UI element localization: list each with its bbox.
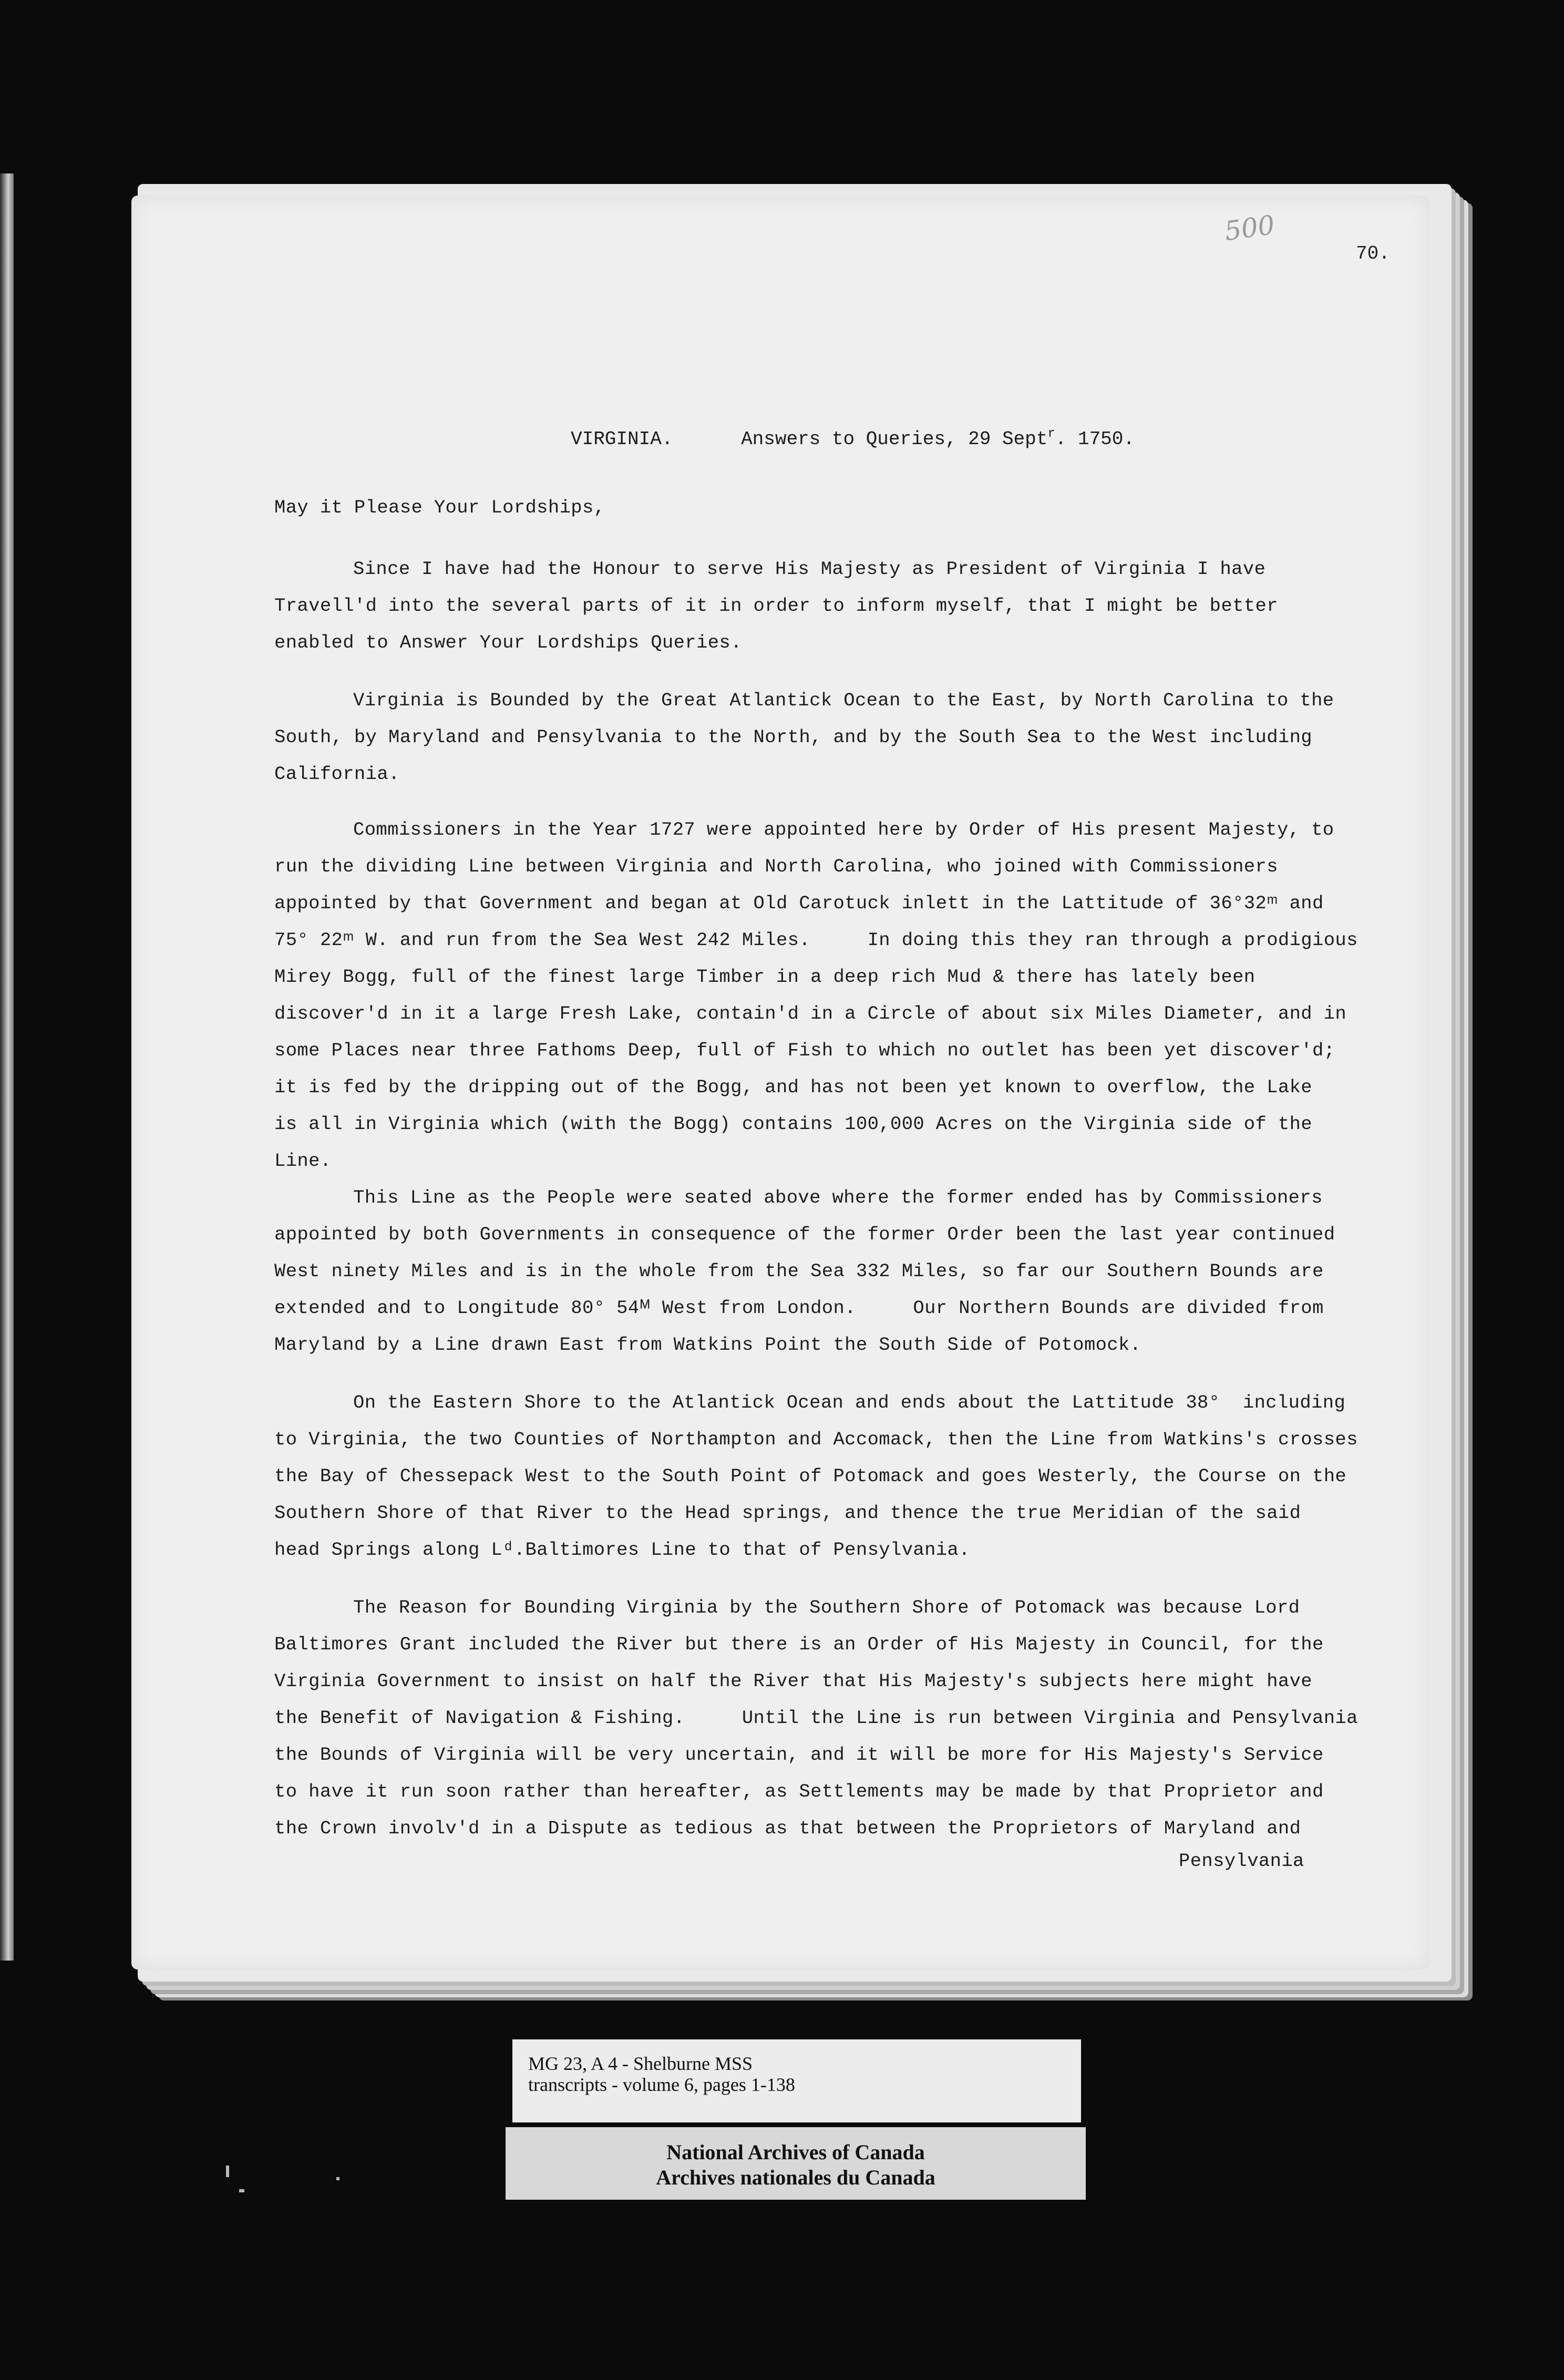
text-line: is all in Virginia which (with the Bogg) contains 100,000 Acres on the Virginia side of the [274, 1113, 1313, 1135]
text-line: appointed by that Government and began at Old Carotuck inlett in the Lattitude of 36°32ᵐ and [274, 892, 1324, 914]
text-line: California. [274, 763, 400, 785]
text-line: to Virginia, the two Counties of Northampton and Accomack, then the Line from Watkins's crosses [274, 1429, 1358, 1450]
text-line: Maryland by a Line drawn East from Watkins Point the South Side of Potomock. [274, 1334, 1141, 1356]
text-line: Southern Shore of that River to the Head springs, and thence the true Meridian of the said [274, 1502, 1301, 1524]
text-line: 75° 22ᵐ W. and run from the Sea West 242 Miles. In doing this they ran through a prodigious [274, 929, 1358, 951]
text-line: discover'd in it a large Fresh Lake, contain'd in a Circle of about six Miles Diameter, and in [274, 1003, 1347, 1024]
film-speck [336, 2177, 339, 2180]
text-line: the Benefit of Navigation & Fishing. Until the Line is run between Virginia and Pensylvania [274, 1707, 1358, 1729]
text-line: South, by Maryland and Pensylvania to the North, and by the South Sea to the West including [274, 726, 1313, 748]
label-line-1: MG 23, A 4 - Shelburne MSS [528, 2053, 753, 2074]
text-line: the Bay of Chessepack West to the South Point of Potomack and goes Westerly, the Course on the [274, 1465, 1347, 1487]
text-line: Line. [274, 1150, 332, 1172]
text-line: the Crown involv'd in a Dispute as tedious as that between the Proprietors of Maryland and [274, 1818, 1301, 1839]
text-line: This Line as the People were seated above where the former ended has by Commissioners [353, 1187, 1323, 1208]
microfilm-label [512, 2039, 1081, 2122]
text-line: West ninety Miles and is in the whole from the Sea 332 Miles, so far our Southern Bounds are [274, 1260, 1324, 1282]
label-line-2: transcripts - volume 6, pages 1-138 [528, 2074, 795, 2095]
text-line: to have it run soon rather than hereafter, as Settlements may be made by that Proprietor and [274, 1781, 1324, 1802]
folio-stamp: 500 [1222, 209, 1277, 247]
heading-title: VIRGINIA. [571, 428, 673, 450]
archive-line-1: National Archives of Canada [666, 2140, 925, 2164]
text-line: Travell'd into the several parts of it in order to inform myself, that I might be better [274, 595, 1278, 617]
archive-line-2: Archives nationales du Canada [656, 2166, 935, 2189]
text-line: Commissioners in the Year 1727 were appointed here by Order of His present Majesty, to [353, 819, 1334, 840]
text-line: extended and to Longitude 80° 54ᴹ West from London. Our Northern Bounds are divided from [274, 1297, 1324, 1319]
text-line: Mirey Bogg, full of the finest large Timber in a deep rich Mud & there has lately been [274, 966, 1256, 988]
text-line: The Reason for Bounding Virginia by the Southern Shore of Potomack was because Lord [353, 1597, 1300, 1618]
text-line: appointed by both Governments in consequence of the former Order been the last year continued [274, 1224, 1335, 1245]
text-line: some Places near three Fathoms Deep, full of Fish to which no outlet has been yet discover'd; [274, 1040, 1335, 1061]
archive-label [506, 2127, 1086, 2200]
text-line: Since I have had the Honour to serve His Majesty as President of Virginia I have [353, 558, 1266, 580]
salutation: May it Please Your Lordships, [274, 497, 605, 518]
page-heading [571, 427, 1135, 450]
text-line: run the dividing Line between Virginia and North Carolina, who joined with Commissioners [274, 856, 1278, 877]
film-speck [239, 2189, 244, 2192]
text-line: the Bounds of Virginia will be very uncertain, and it will be more for His Majesty's Service [274, 1744, 1324, 1766]
film-speck [226, 2166, 229, 2177]
text-line: Baltimores Grant included the River but there is an Order of His Majesty in Council, for the [274, 1634, 1324, 1655]
page-number: 70. [1356, 243, 1390, 264]
film-edge [0, 173, 14, 1961]
text-line: enabled to Answer Your Lordships Queries. [274, 632, 742, 653]
text-line: it is fed by the dripping out of the Bogg, and has not been yet known to overflow, the Lake [274, 1076, 1313, 1098]
catchword: Pensylvania [1179, 1850, 1304, 1872]
text-line: Virginia is Bounded by the Great Atlantick Ocean to the East, by North Carolina to the [353, 690, 1334, 711]
text-line: head Springs along Lᵈ.Baltimores Line to that of Pensylvania. [274, 1539, 970, 1561]
heading-subtitle: Answers to Queries, 29 Sept$^r$. 1750. [741, 427, 1135, 450]
text-line: On the Eastern Shore to the Atlantick Ocean and ends about the Lattitude 38° including [353, 1392, 1346, 1413]
text-line: Virginia Government to insist on half the River that His Majesty's subjects here might have [274, 1670, 1313, 1692]
